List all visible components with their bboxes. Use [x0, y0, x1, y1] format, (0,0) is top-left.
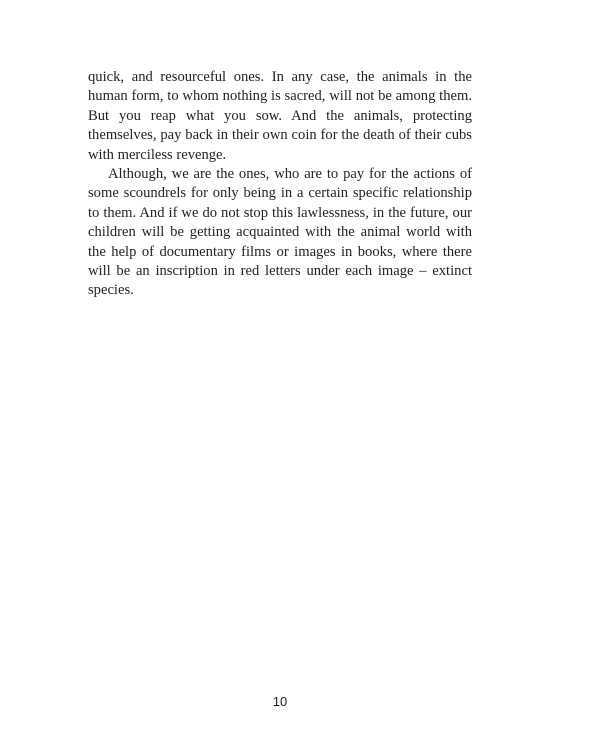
page-number: 10	[272, 694, 288, 709]
paragraph-continuation: quick, and resourceful ones. In any case, the animals in the human form, to whom nothing is sacred, will not be among them. But you reap what you sow. And the animals, protecting themselves, pay back in their own coin for the death of their cubs with merciless revenge.	[88, 69, 472, 163]
paragraph: Although, we are the ones, who are to pay for the actions of some scoundrels for only being in a certain specific relationship to them. And if we do not stop this lawlessness, in the future, our children will be getting acquainted with the animal world with the help of documentary films or images in books, where there will be an inscription in red letters under each image – extinct species.	[88, 166, 472, 299]
page-body-text	[88, 68, 472, 301]
